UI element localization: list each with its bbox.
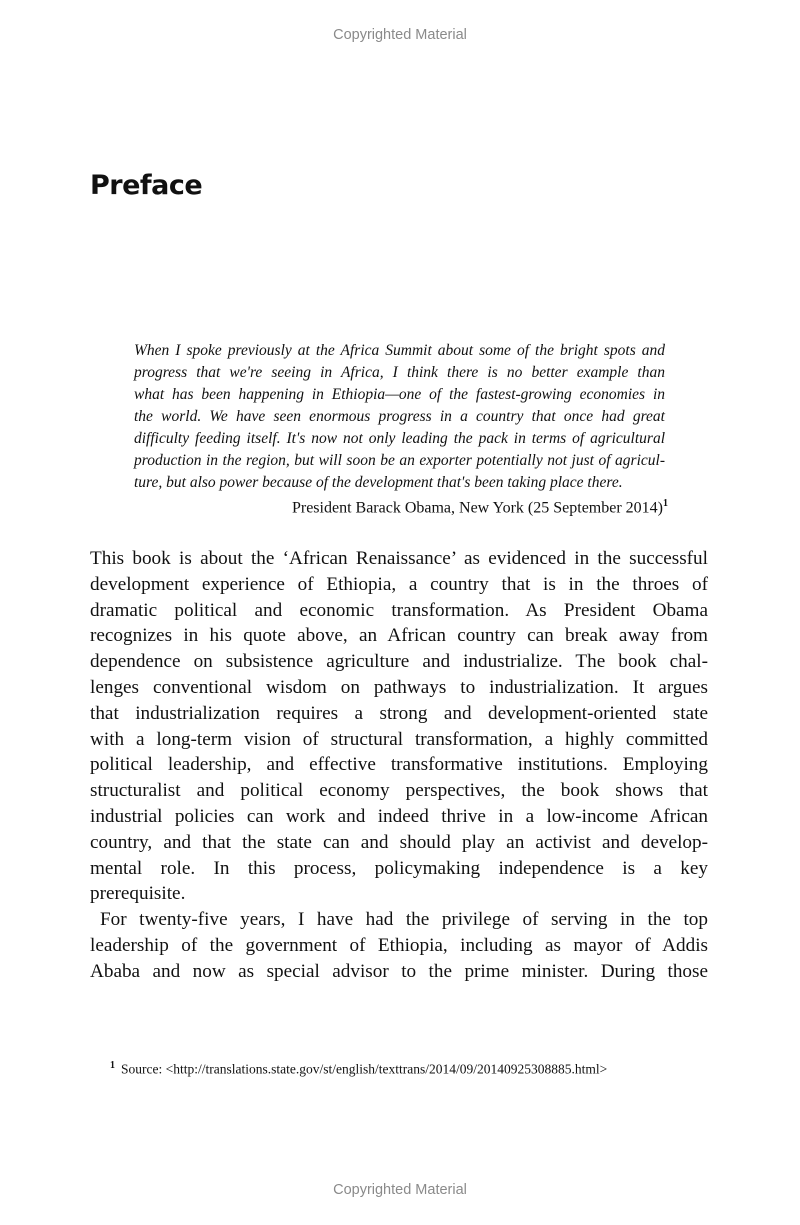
- epigraph-attribution: [292, 498, 668, 517]
- body-line: with a long-term vision of structural transformation, a highly committed: [90, 728, 708, 750]
- body-line: dependence on subsistence agriculture and industrialize. The book chal-: [90, 651, 708, 673]
- body-line: mental role. In this process, policymaking independence is a key: [90, 857, 708, 879]
- body-line: This book is about the ‘African Renaissance’ as evidenced in the successful: [90, 548, 708, 569]
- epigraph-line: difficulty feeding itself. It's now not only leading the pack in terms of agricultural: [134, 430, 665, 447]
- body-line: structuralist and political economy perspectives, the book shows that: [90, 780, 708, 802]
- body-line: country, and that the state can and should play an activist and develop-: [90, 831, 708, 853]
- body-text: [90, 546, 708, 985]
- body-line: For twenty-five years, I have had the privilege of serving in the top: [100, 909, 708, 931]
- body-line: prerequisite.: [90, 883, 186, 905]
- body-line: that industrialization requires a strong and development-oriented state: [90, 702, 708, 724]
- body-line: political leadership, and effective transformative institutions. Employing: [90, 754, 708, 776]
- epigraph-line: ture, but also power because of the development that's been taking place there.: [134, 474, 623, 491]
- epigraph-line: the world. We have seen enormous progress in a country that once had great: [134, 408, 665, 425]
- body-line: leadership of the government of Ethiopia, including as mayor of Addis: [90, 934, 708, 956]
- epigraph-line: what has been happening in Ethiopia—one of the fastest-growing economies in: [134, 386, 665, 403]
- epigraph-line: progress that we're seeing in Africa, I think there is no better example than: [134, 364, 665, 381]
- watermark-top: Copyrighted Material: [333, 27, 467, 43]
- footnote-text: Source: <http://translations.state.gov/st/english/texttrans/2014/09/20140925308885.html>: [121, 1061, 608, 1077]
- footnote-ref[interactable]: 1: [663, 498, 668, 509]
- body-line: dramatic political and economic transformation. As President Obama: [90, 599, 708, 621]
- body-line: industrial policies can work and indeed thrive in a low-income African: [90, 805, 708, 827]
- footnote-marker: 1: [110, 1060, 115, 1071]
- body-line: development experience of Ethiopia, a country that is in the throes of: [90, 573, 708, 595]
- attribution-text: President Barack Obama, New York (25 September 2014): [291, 499, 663, 517]
- epigraph-line: When I spoke previously at the Africa Summit about some of the bright spots and: [134, 342, 665, 359]
- body-line: Ababa and now as special advisor to the prime minister. During those: [90, 960, 708, 982]
- watermark-bottom: Copyrighted Material: [333, 1182, 467, 1198]
- body-line: lenges conventional wisdom on pathways to industrialization. It argues: [90, 676, 708, 698]
- body-line: recognizes in his quote above, an African country can break away from: [90, 625, 708, 647]
- page-title: Preface: [90, 170, 203, 201]
- epigraph-line: production in the region, but will soon be an exporter potentially not just of agricul-: [134, 452, 665, 469]
- epigraph: [134, 340, 665, 494]
- footnote: [110, 1060, 607, 1078]
